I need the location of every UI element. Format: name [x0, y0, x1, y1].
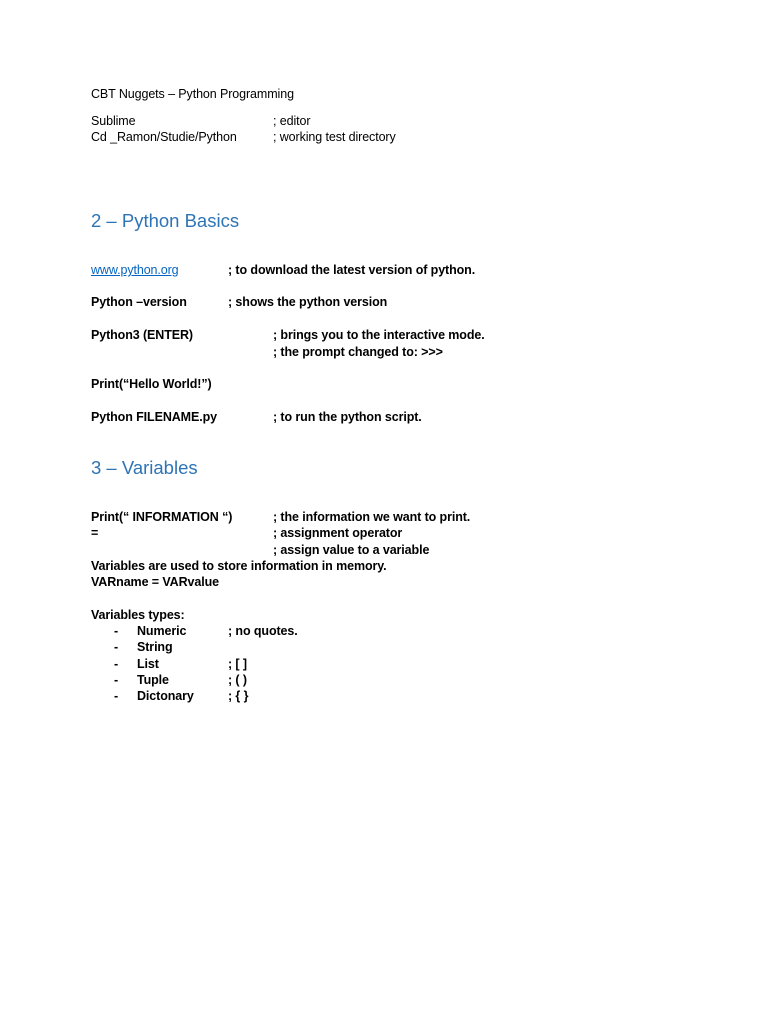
- assignment-operator-note: ; assignment operator: [273, 526, 403, 540]
- type-bullet: -: [114, 624, 119, 638]
- type-name-list: List: [137, 657, 159, 671]
- variables-types-label: Variables types:: [91, 608, 185, 622]
- run-script-cmd: Python FILENAME.py: [91, 410, 217, 424]
- setup-note-editor: ; editor: [273, 114, 311, 128]
- python3-cmd: Python3 (ENTER): [91, 328, 193, 342]
- python3-note-prompt: ; the prompt changed to: >>>: [273, 345, 443, 359]
- print-information-note: ; the information we want to print.: [273, 510, 471, 524]
- variables-syntax-line: VARname = VARvalue: [91, 575, 219, 589]
- run-script-note: ; to run the python script.: [273, 410, 422, 424]
- type-bullet: -: [114, 689, 119, 703]
- section-heading-variables: 3 – Variables: [91, 457, 198, 478]
- type-name-tuple: Tuple: [137, 673, 169, 687]
- type-note-dictonary: ; { }: [228, 689, 249, 703]
- python-version-cmd: Python –version: [91, 295, 187, 309]
- type-bullet: -: [114, 673, 119, 687]
- section-heading-python-basics: 2 – Python Basics: [91, 210, 240, 231]
- print-hello-cmd: Print(“Hello World!”): [91, 377, 212, 391]
- document-title: CBT Nuggets – Python Programming: [91, 87, 294, 101]
- setup-cmd-sublime: Sublime: [91, 114, 136, 128]
- print-information-cmd: Print(“ INFORMATION “): [91, 510, 233, 524]
- type-note-list: ; [ ]: [228, 657, 247, 671]
- type-note-tuple: ; ( ): [228, 673, 247, 687]
- setup-note-directory: ; working test directory: [273, 130, 396, 144]
- type-name-dictonary: Dictonary: [137, 689, 194, 703]
- assign-value-note: ; assign value to a variable: [273, 543, 430, 557]
- type-name-numeric: Numeric: [137, 624, 187, 638]
- assignment-operator-symbol: =: [91, 526, 99, 540]
- type-note-numeric: ; no quotes.: [228, 624, 298, 638]
- setup-cmd-cd: Cd _Ramon/Studie/Python: [91, 130, 237, 144]
- type-bullet: -: [114, 640, 119, 654]
- python-org-link[interactable]: www.python.org: [91, 263, 179, 277]
- python-version-note: ; shows the python version: [228, 295, 388, 309]
- python-org-note: ; to download the latest version of python.: [228, 263, 476, 277]
- type-bullet: -: [114, 657, 119, 671]
- python3-note-interactive: ; brings you to the interactive mode.: [273, 328, 485, 342]
- variables-store-line: Variables are used to store information in memory.: [91, 559, 387, 573]
- type-name-string: String: [137, 640, 173, 654]
